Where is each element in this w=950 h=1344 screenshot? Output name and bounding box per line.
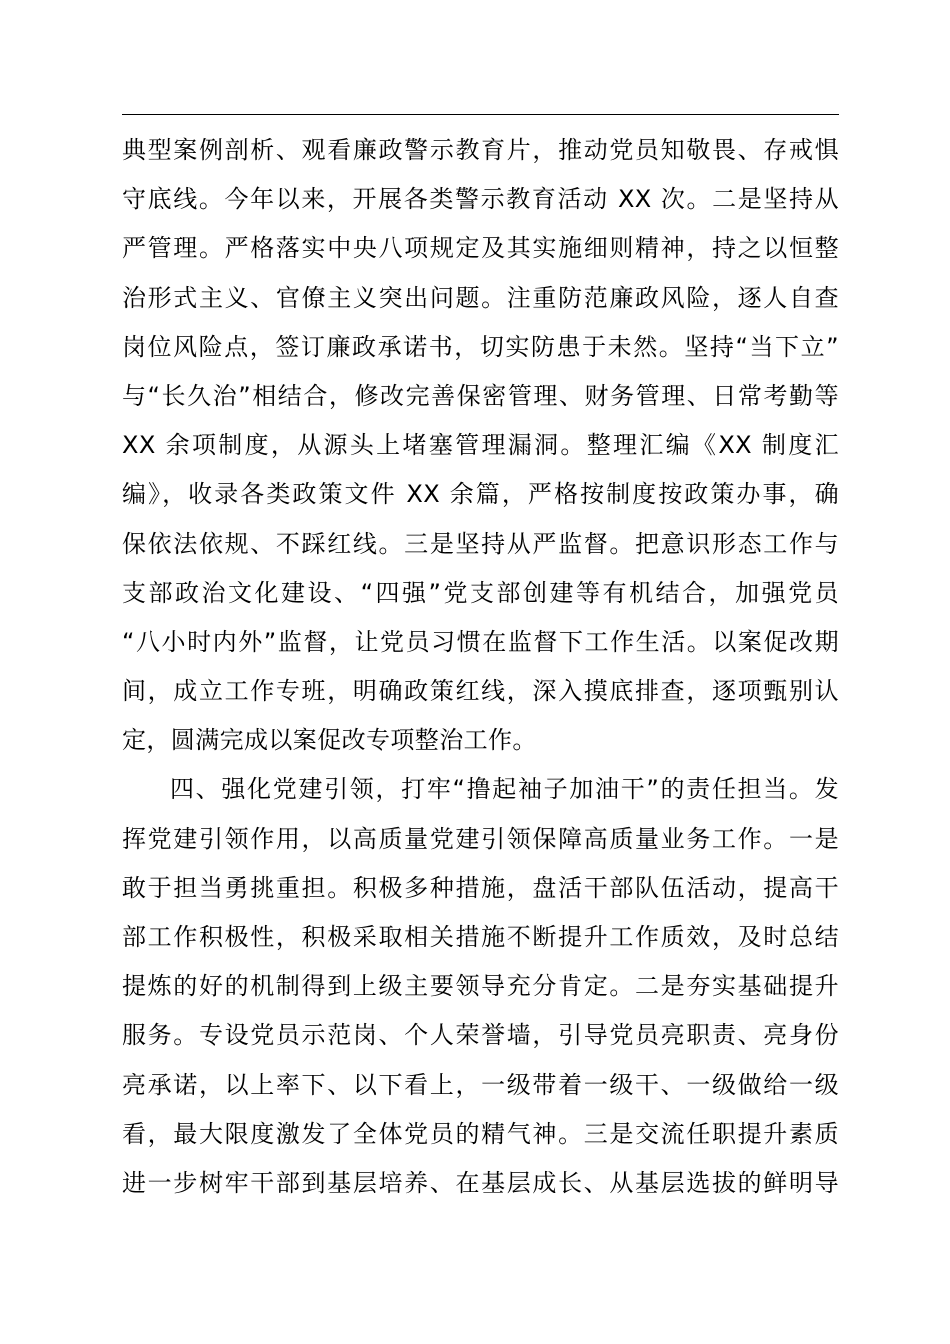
text-line: 定，圆满完成以案促改专项整治工作。 — [122, 726, 537, 755]
text-line: 间，成立工作专班，明确政策红线，深入摸底排查，逐项甄别认 — [122, 677, 839, 706]
text-line: 敢于担当勇挑重担。积极多种措施，盘活干部队伍活动，提高干 — [122, 873, 839, 902]
body-text — [122, 126, 839, 1208]
text-line: “八小时内外”监督，让党员习惯在监督下工作生活。以案促改期 — [122, 627, 839, 656]
text-line: 进一步树牢干部到基层培养、在基层成长、从基层选拔的鲜明导 — [122, 1168, 839, 1197]
text-line: 部工作积极性，积极采取相关措施不断提升工作质效，及时总结 — [122, 923, 839, 951]
text-line: 服务。专设党员示范岗、个人荣誉墙，引导党员亮职责、亮身份 — [122, 1021, 839, 1050]
text-line: XX 余项制度，从源头上堵塞管理漏洞。整理汇编《XX 制度汇 — [122, 431, 839, 460]
text-line: 提炼的好的机制得到上级主要领导充分肯定。二是夯实基础提升 — [122, 972, 839, 1001]
text-line: 守底线。今年以来，开展各类警示教育活动 XX 次。二是坚持从 — [122, 185, 839, 214]
text-line: 与“长久治”相结合，修改完善保密管理、财务管理、日常考勤等 — [122, 381, 839, 410]
text-line: 岗位风险点，签订廉政承诺书，切实防患于未然。坚持“当下立” — [122, 332, 839, 361]
text-line: 支部政治文化建设、“四强”党支部创建等有机结合，加强党员 — [122, 578, 839, 607]
text-line: 亮承诺，以上率下、以下看上，一级带着一级干、一级做给一级 — [122, 1070, 839, 1099]
header-rule — [122, 114, 839, 115]
text-line: 治形式主义、官僚主义突出问题。注重防范廉政风险，逐人自查 — [122, 283, 839, 312]
text-line: 编》，收录各类政策文件 XX 余篇，严格按制度按政策办事，确 — [122, 480, 839, 509]
text-line: 挥党建引领作用，以高质量党建引领保障高质量业务工作。一是 — [122, 824, 839, 853]
text-line: 看，最大限度激发了全体党员的精气神。三是交流任职提升素质 — [122, 1119, 839, 1148]
text-line: 典型案例剖析、观看廉政警示教育片，推动党员知敬畏、存戒惧 — [122, 136, 839, 164]
text-line: 保依法依规、不踩红线。三是坚持从严监督。把意识形态工作与 — [122, 529, 839, 558]
text-line: 严管理。严格落实中央八项规定及其实施细则精神，持之以恒整 — [122, 234, 839, 263]
paragraph-heading-line: 四、强化党建引领，打牢“撸起袖子加油干”的责任担当。发 — [170, 775, 839, 804]
